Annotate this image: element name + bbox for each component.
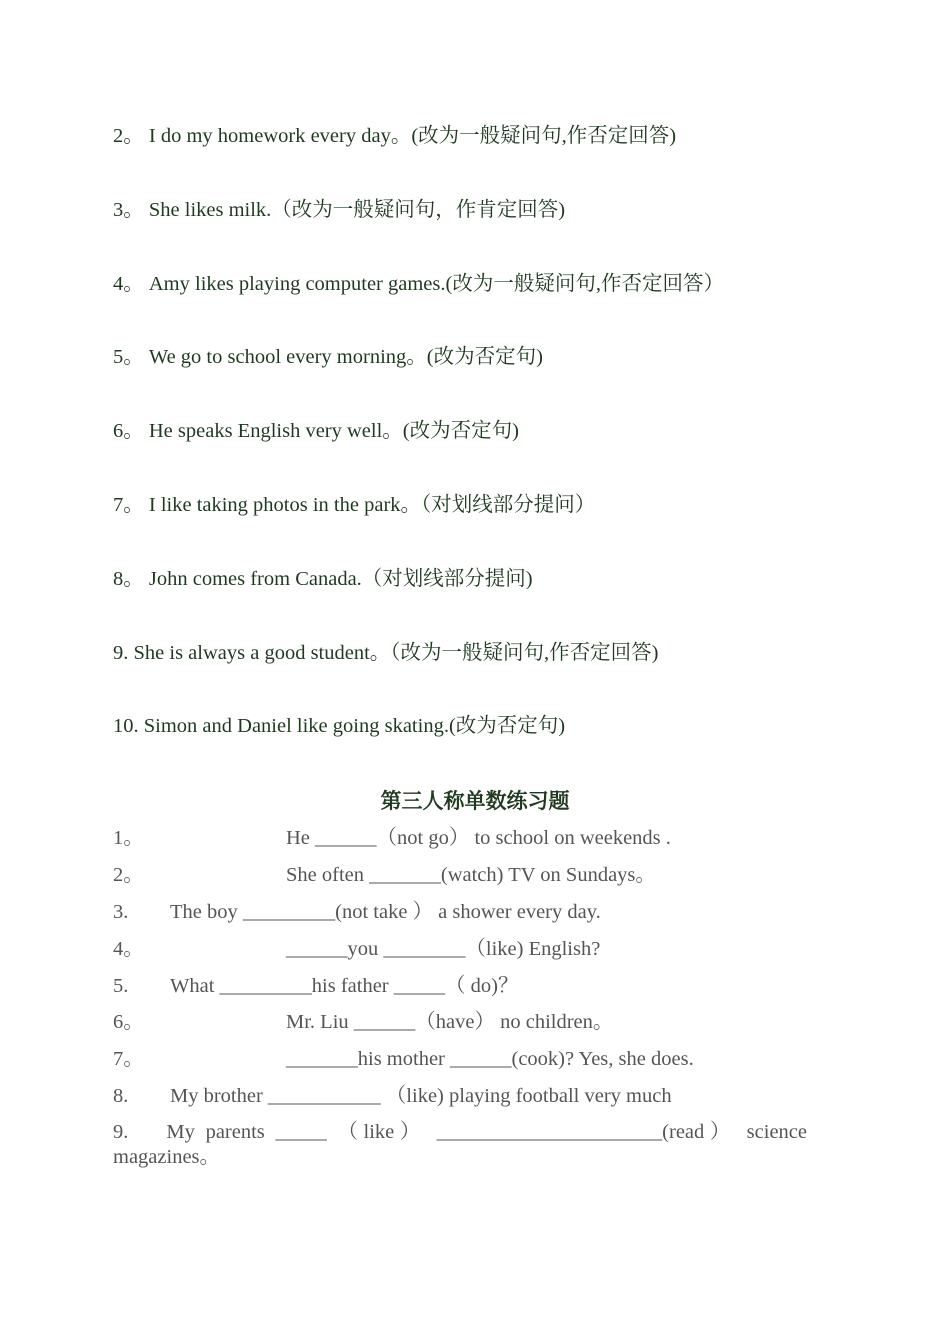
fill-blank-item	[113, 1120, 807, 1170]
item-number: 1。	[113, 827, 144, 849]
exercise-item: 9. She is always a good student。（改为一般疑问句,作否定回答)	[113, 642, 659, 664]
item-text: The boy _________(not take ） a shower every day.	[170, 901, 601, 923]
item-text: ______you ________（like) English?	[286, 938, 601, 960]
exercise-item: 8。 John comes from Canada.（对划线部分提问)	[113, 568, 533, 590]
item-number: 5.	[113, 975, 129, 997]
item-number: 7。	[113, 1048, 144, 1070]
item-text: Mr. Liu ______（have） no children。	[286, 1011, 614, 1033]
item-text: She often _______(watch) TV on Sundays。	[286, 864, 656, 886]
item-text: He ______（not go） to school on weekends .	[286, 827, 671, 849]
item-text: _______his mother ______(cook)? Yes, she does.	[286, 1048, 694, 1070]
section-title: 第三人称单数练习题	[380, 789, 570, 813]
item-number: 9.	[113, 1121, 129, 1143]
item-number: 6。	[113, 1011, 144, 1033]
exercise-item: 3。 She likes milk.（改为一般疑问句，作肯定回答)	[113, 199, 566, 221]
exercise-item: 7。 I like taking photos in the park。（对划线部分提问）	[113, 494, 596, 516]
item-text: My parents _____ （like） ______________________(read） science magazines。	[113, 1121, 807, 1168]
exercise-item: 4。 Amy likes playing computer games.(改为一般疑问句,作否定回答）	[113, 273, 724, 295]
exercise-item: 2。 I do my homework every day。(改为一般疑问句,作否定回答)	[113, 125, 677, 147]
exercise-item: 6。 He speaks English very well。(改为否定句)	[113, 420, 519, 442]
exercise-item: 5。 We go to school every morning。(改为否定句)	[113, 346, 543, 368]
item-text: My brother ___________ （like) playing football very much	[170, 1085, 672, 1107]
item-number: 3.	[113, 901, 129, 923]
item-text: What _________his father _____（ do)？	[170, 975, 519, 997]
exercise-item: 10. Simon and Daniel like going skating.(改为否定句)	[113, 715, 566, 737]
item-number: 8.	[113, 1085, 129, 1107]
item-number: 4。	[113, 938, 144, 960]
item-number: 2。	[113, 864, 144, 886]
